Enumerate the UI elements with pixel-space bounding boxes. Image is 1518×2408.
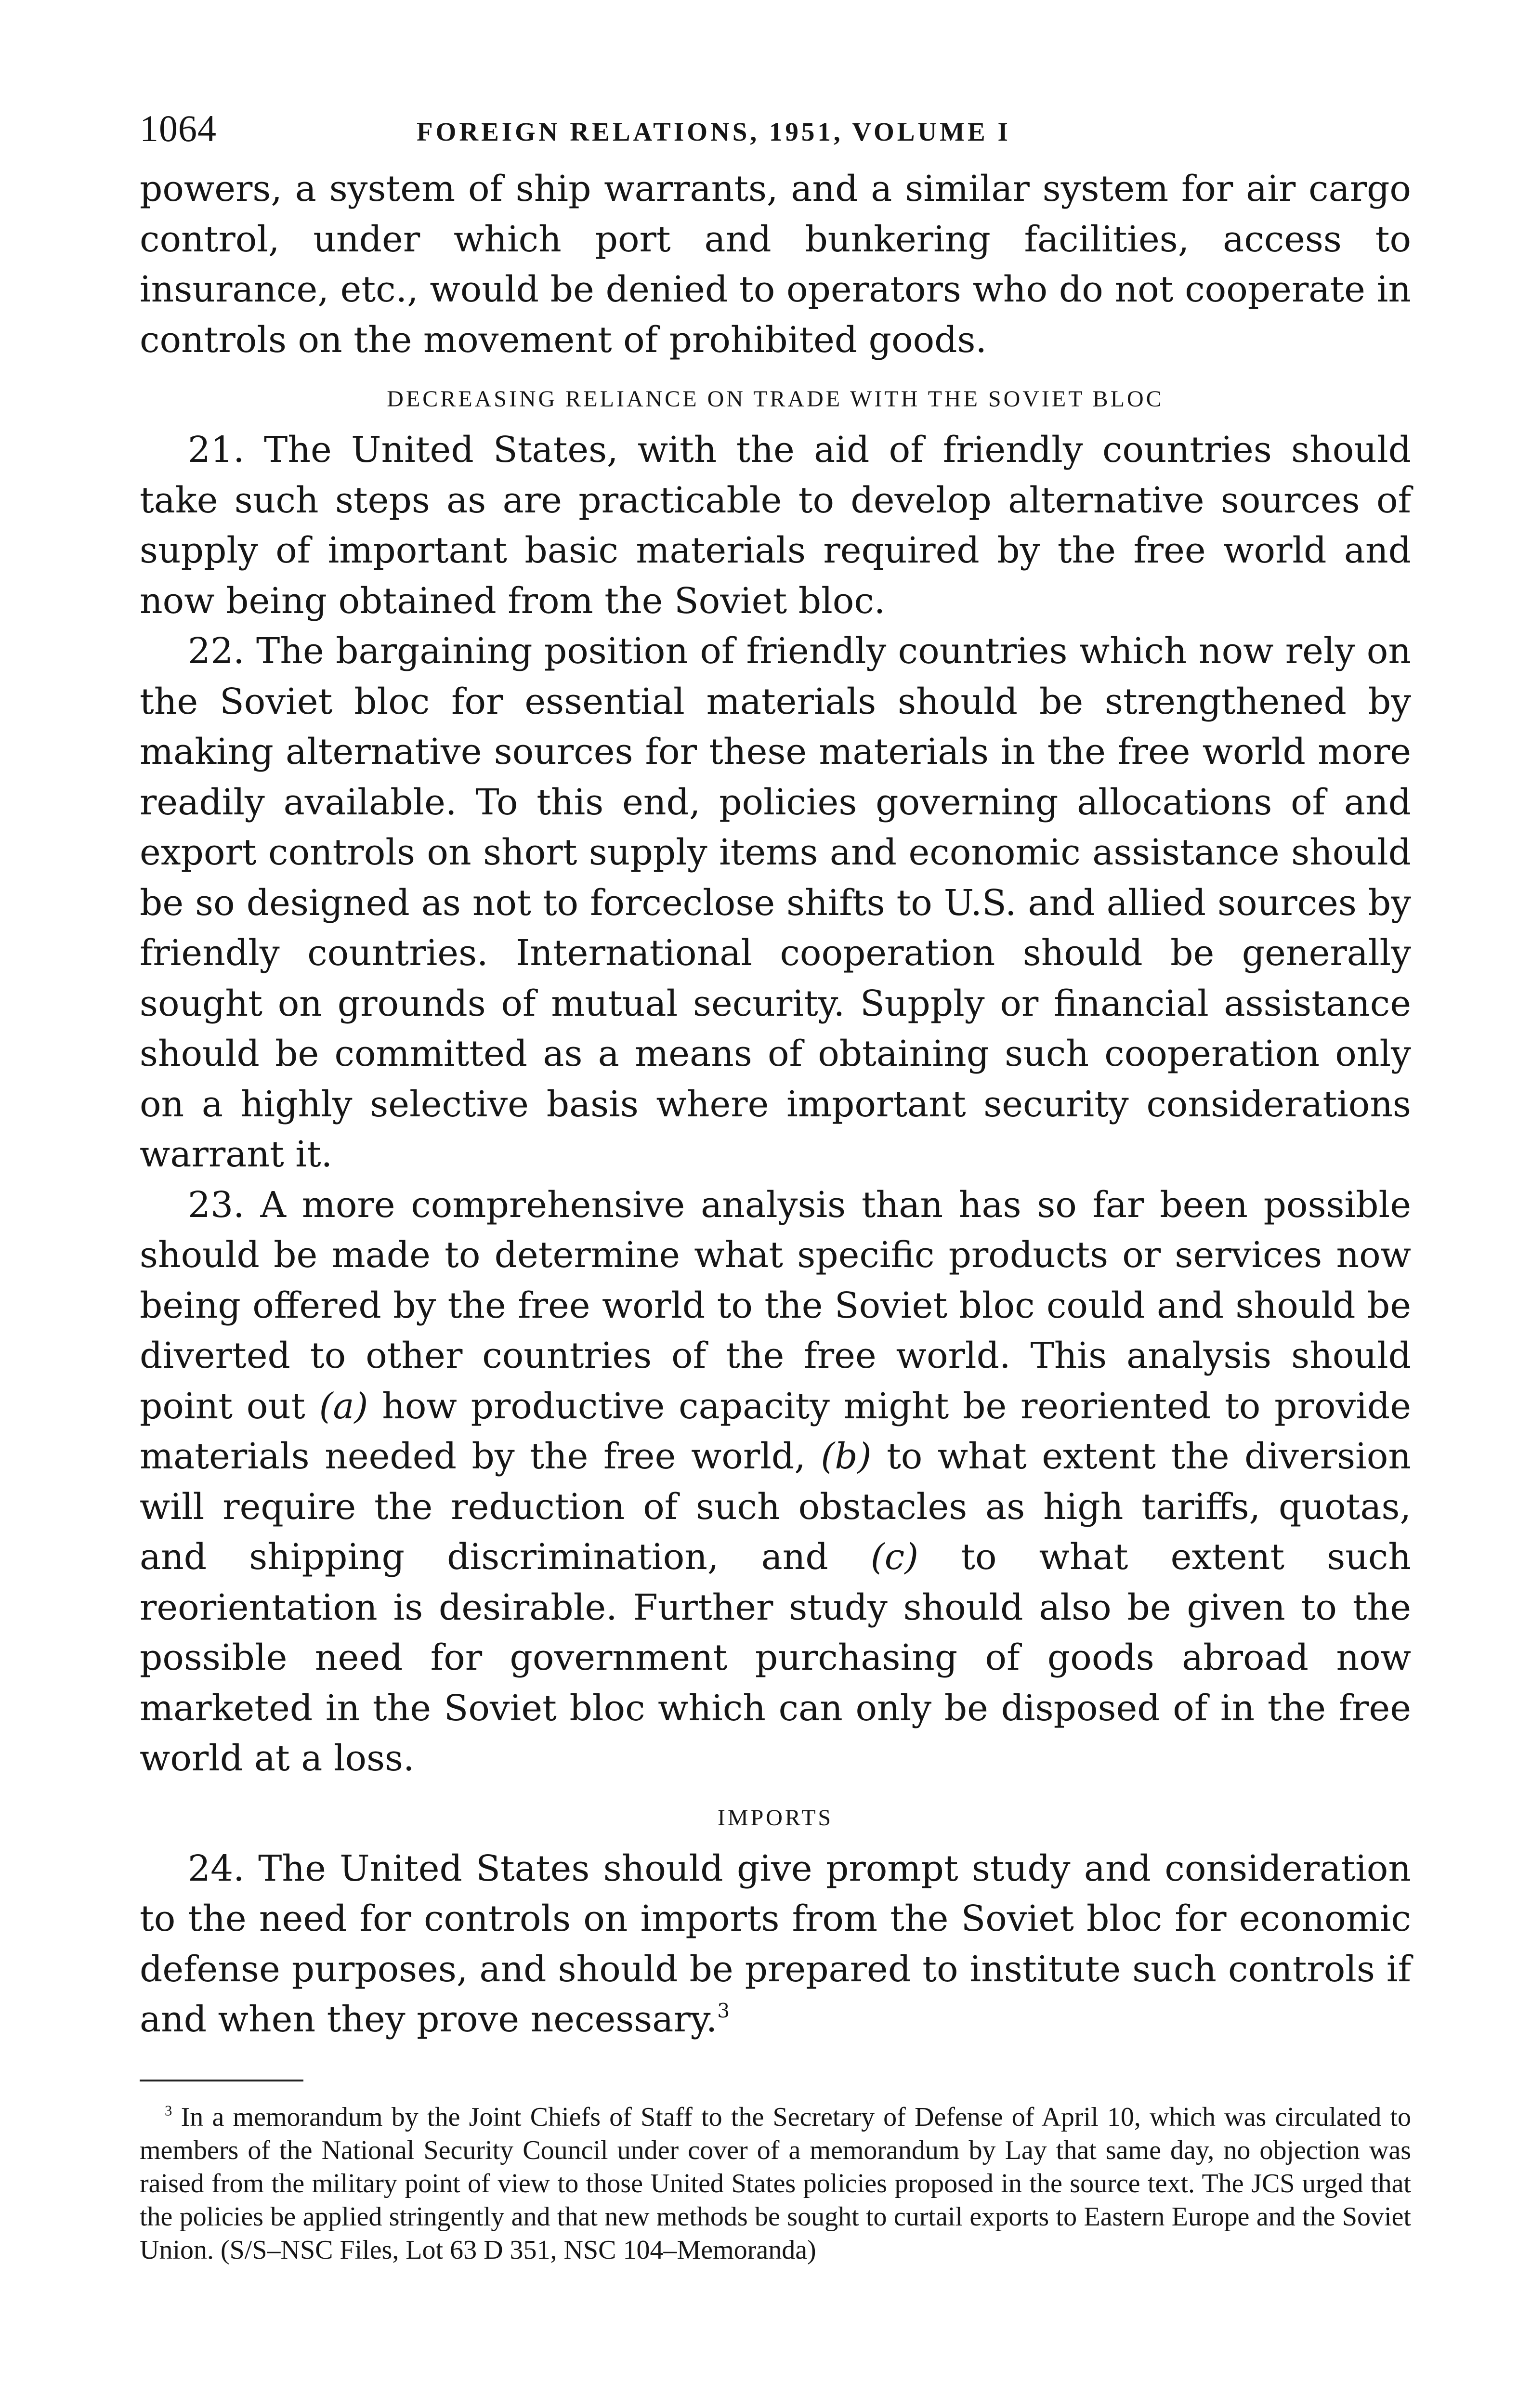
running-header — [140, 96, 1411, 149]
paragraph-23-part-4: to what extent such reorientation is desirable. Further study should also be given to the possible need for government purchasing of goods abroad now marketed in the Soviet bloc which can only be disposed of in the free world at a loss. — [140, 1536, 1411, 1779]
paragraph-23-marker-b: (b) — [821, 1436, 872, 1477]
paragraph-24 — [140, 1844, 1411, 2045]
section-heading-decreasing-reliance: DECREASING RELIANCE ON TRADE WITH THE SOVIET BLOC — [387, 386, 1164, 412]
document-page — [140, 96, 1411, 2267]
footnote-reference[interactable]: 3 — [717, 1999, 730, 2023]
footnote-marker: 3 — [165, 2102, 172, 2119]
paragraph-23-part-2: how productive capacity might be reoriented to provide materials needed by the free world, — [140, 1385, 1412, 1477]
page-number: 1064 — [140, 107, 217, 149]
paragraph-23-marker-a: (a) — [319, 1385, 368, 1427]
footnote-text: In a memorandum by the Joint Chiefs of Staff to the Secretary of Defense of April 10, which was circulated to members of the National Security Council under cover of a memorandum by Lay that same day, no objection was raised from the military point of view to those United States policies proposed in the source text. The JCS urged that the policies be applied stringently and that new methods be sought to curtail exports to Eastern Europe and the Soviet Union. (S/S–NSC Files, Lot 63 D 351, NSC 104–Memoranda) — [140, 2102, 1411, 2265]
paragraph-24-text: 24. The United States should give prompt study and consideration to the need for controls on imports from the Soviet bloc for economic defense purposes, and should be prepared to institute such controls if and when they prove necessary. — [140, 1847, 1411, 2040]
paragraph-22: 22. The bargaining position of friendly countries which now rely on the Soviet bloc for essential materials should be strengthened by making alternative sources for these materials in the free world more readily available. To this end, policies governing allocations of and export controls on short supply items and economic assistance should be so designed as not to forceclose shifts to U.S. and allied sources by friendly countries. International cooperation should be generally sought on grounds of mutual security. Supply or financial assistance should be committed as a means of obtaining such cooperation only on a highly selective basis where important security considerations warrant it. — [140, 630, 1411, 1175]
paragraph-21: 21. The United States, with the aid of friendly countries should take such steps as are practicable to develop alternative sources of supply of important basic materials required by the free world and now being obtained from the Soviet bloc. — [140, 429, 1411, 622]
paragraph-23-part-1: 23. A more comprehensive analysis than has so far been possible should be made to determine what specific products or services now being offered by the free world to the Soviet bloc could and should be diverted to other countries of the free world. This analysis should point out — [140, 1184, 1411, 1427]
paragraph-23-marker-c: (c) — [870, 1536, 919, 1578]
section-heading-imports: IMPORTS — [717, 1805, 834, 1831]
intro-paragraph: powers, a system of ship warrants, and a similar system for air cargo control, under which port and bunkering facilities, access to insurance, etc., would be denied to operators who do not cooperate in controls on the movement of prohibited goods. — [140, 168, 1411, 361]
paragraph-23 — [140, 1180, 1411, 1784]
footnote-divider — [140, 2080, 303, 2081]
paragraph-23-part-3: to what extent the diversion will require the reduction of such obstacles as high tariffs, quotas, and shipping discrimination, and — [140, 1436, 1412, 1578]
running-title: FOREIGN RELATIONS, 1951, VOLUME I — [417, 117, 1011, 146]
footnote — [140, 2101, 1411, 2267]
